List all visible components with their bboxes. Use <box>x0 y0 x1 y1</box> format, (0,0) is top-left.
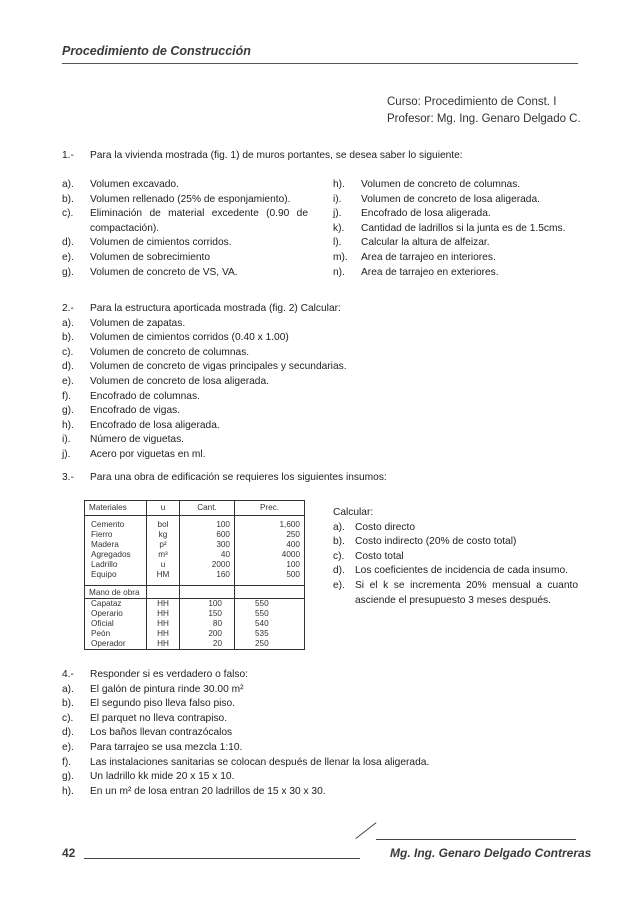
list-item-text: Volumen de zapatas. <box>90 317 186 329</box>
list-item <box>62 390 578 405</box>
course-name: Curso: Procedimiento de Const. I <box>387 96 557 108</box>
list-item-label: j). <box>62 448 71 460</box>
list-item-text: Acero por viguetas en ml. <box>90 448 206 460</box>
table-cell: u <box>147 501 180 516</box>
table-cell: bol <box>147 516 180 531</box>
list-item-text: Cantidad de ladrillos si la junta es de 1.5cms. <box>361 222 566 234</box>
list-item-label: a). <box>62 317 74 329</box>
question-2-list <box>62 317 578 463</box>
table-cell: 600 <box>180 530 235 540</box>
table-cell: HH <box>147 639 180 650</box>
table-section-row <box>85 586 305 599</box>
list-item <box>333 550 578 565</box>
table-cell: 535 <box>235 629 305 639</box>
table-cell: HH <box>147 609 180 619</box>
page-number: 42 <box>62 846 76 860</box>
question-2-stem: 2.- Para la estructura aporticada mostrada (fig. 2) Calcular: <box>62 303 341 314</box>
table-cell: Mano de obra <box>85 586 147 599</box>
list-item-text: Los baños llevan contrazócalos <box>90 727 233 739</box>
table-cell: Oficial <box>85 619 147 629</box>
table-row <box>85 609 305 619</box>
table-cell <box>235 586 305 599</box>
list-item <box>62 236 308 251</box>
list-item-label: c). <box>62 712 74 724</box>
list-item-label: g). <box>62 266 74 278</box>
list-item <box>62 317 578 332</box>
list-item-text: Número de viguetas. <box>90 434 185 446</box>
table-row <box>85 550 305 560</box>
footer-rule-right <box>376 839 576 840</box>
question-3 <box>62 471 578 486</box>
table-cell: 100 <box>180 516 235 531</box>
list-item <box>62 375 578 390</box>
table-row <box>85 599 305 610</box>
table-cell: 100 <box>235 560 305 570</box>
question-3-stem: 3.- Para una obra de edificación se requieres los siguientes insumos: <box>62 472 387 483</box>
table-cell: 200 <box>180 629 235 639</box>
list-item-text: Volumen excavado. <box>90 179 179 190</box>
list-item <box>333 266 578 281</box>
list-item <box>333 579 578 608</box>
table-row <box>85 619 305 629</box>
footer-author: Mg. Ing. Genaro Delgado Contreras <box>390 846 592 860</box>
list-item <box>62 448 578 463</box>
list-item-label: b). <box>62 193 74 205</box>
list-item-label: d). <box>62 361 74 373</box>
list-item <box>62 683 578 698</box>
list-item-label: j). <box>333 208 342 220</box>
table-header-row <box>85 501 305 516</box>
list-item-label: e). <box>62 741 74 753</box>
list-item <box>333 222 578 237</box>
question-1 <box>62 149 578 164</box>
table-cell: HH <box>147 599 180 610</box>
table-cell: kg <box>147 530 180 540</box>
question-4-list <box>62 683 578 800</box>
list-item <box>62 178 308 193</box>
list-item-text: Volumen de cimientos corridos. <box>90 237 232 249</box>
running-header-title: Procedimiento de Construcción <box>62 44 251 58</box>
table-cell: 250 <box>235 639 305 650</box>
list-item-text: Encofrado de losa aligerada. <box>90 419 220 431</box>
list-item-text: Para tarrajeo se usa mezcla 1:10. <box>90 741 243 753</box>
table-cell: Agregados <box>85 550 147 560</box>
list-item-label: c). <box>62 208 74 220</box>
table-row <box>85 516 305 531</box>
table-cell: Madera <box>85 540 147 550</box>
list-item <box>333 207 578 222</box>
list-item-label: l). <box>333 237 342 249</box>
list-item-label: a). <box>333 521 345 533</box>
table-cell <box>180 586 235 599</box>
list-item-text: Costo directo <box>355 521 416 533</box>
list-item <box>62 193 308 208</box>
list-item-text: Encofrado de columnas. <box>90 390 200 402</box>
table-cell: 550 <box>235 599 305 610</box>
course-info <box>387 94 581 128</box>
table-cell: HM <box>147 570 180 586</box>
list-item <box>333 535 578 550</box>
list-item-text: Volumen de concreto de VS, VA. <box>90 266 238 278</box>
header-rule <box>62 63 578 64</box>
table-row <box>85 540 305 550</box>
list-item-label: c). <box>333 550 345 562</box>
list-item-text: Volumen de cimientos corridos (0.40 x 1.00) <box>90 332 289 344</box>
list-item-label: i). <box>62 434 71 446</box>
list-item-text: Area de tarrajeo en exteriores. <box>361 266 499 278</box>
list-item <box>62 251 308 266</box>
professor-name: Profesor: Mg. Ing. Genaro Delgado C. <box>387 113 581 125</box>
table-cell: Cemento <box>85 516 147 531</box>
table-row <box>85 629 305 639</box>
table-cell: 2000 <box>180 560 235 570</box>
list-item-label: h). <box>333 179 345 190</box>
list-item-label: g). <box>62 771 74 783</box>
list-item <box>333 564 578 579</box>
list-item-text: Volumen de concreto de losa aligerada. <box>90 375 269 387</box>
list-item-text: Area de tarrajeo en interiores. <box>361 251 496 263</box>
question-4-stem: 4.- Responder si es verdadero o falso: <box>62 669 248 680</box>
footer-rule-slash <box>355 822 376 839</box>
list-item-label: e). <box>62 251 74 263</box>
list-item-text: Volumen de concreto de columnas. <box>90 346 250 358</box>
list-item <box>62 756 578 771</box>
list-item-label: d). <box>62 727 74 739</box>
table-cell: u <box>147 560 180 570</box>
list-item-label: k). <box>333 222 345 234</box>
list-item-text: Volumen de concreto de vigas principales y secundarias. <box>90 361 347 373</box>
table-cell: HH <box>147 619 180 629</box>
table-cell: 250 <box>235 530 305 540</box>
list-item-text: Calcular la altura de alfeizar. <box>361 237 490 249</box>
list-item-text: El galón de pintura rinde 30.00 m² <box>90 683 244 695</box>
table-cell: 540 <box>235 619 305 629</box>
table-cell: Materiales <box>85 501 147 516</box>
table-cell: m³ <box>147 550 180 560</box>
list-item-label: n). <box>333 266 345 278</box>
list-item-text: El parquet no lleva contrapiso. <box>90 712 228 724</box>
list-item-label: m). <box>333 251 348 263</box>
list-item-label: a). <box>62 179 74 190</box>
table-cell: 300 <box>180 540 235 550</box>
question-1-left-list <box>62 178 308 280</box>
table-cell: Equipo <box>85 570 147 586</box>
table-cell <box>147 586 180 599</box>
list-item <box>333 178 578 193</box>
list-item <box>62 785 578 800</box>
table-row <box>85 570 305 586</box>
list-item <box>333 193 578 208</box>
list-item-text: El segundo piso lleva falso piso. <box>90 698 235 710</box>
list-item <box>62 726 578 741</box>
supplies-table <box>84 500 305 650</box>
table-cell: 500 <box>235 570 305 586</box>
list-item <box>62 266 308 281</box>
table-cell: Cant. <box>180 501 235 516</box>
table-cell: Peón <box>85 629 147 639</box>
question-4 <box>62 668 578 799</box>
list-item <box>62 697 578 712</box>
table-cell: p² <box>147 540 180 550</box>
table-cell: 40 <box>180 550 235 560</box>
list-item-text: Volumen de sobrecimiento <box>90 251 211 263</box>
list-item-text: Encofrado de losa aligerada. <box>361 208 491 220</box>
question-1-right-list <box>333 178 578 280</box>
list-item <box>62 433 578 448</box>
table-cell: 150 <box>180 609 235 619</box>
table-cell: 4000 <box>235 550 305 560</box>
table-row <box>85 530 305 540</box>
list-item-label: d). <box>62 237 74 249</box>
list-item-label: f). <box>62 390 72 402</box>
list-item <box>62 419 578 434</box>
table-cell: Prec. <box>235 501 305 516</box>
question-2 <box>62 302 578 463</box>
table-cell: 550 <box>235 609 305 619</box>
list-item <box>62 741 578 756</box>
list-item <box>62 712 578 727</box>
list-item-text: Costo total <box>355 550 404 562</box>
list-item-label: h). <box>62 419 74 431</box>
list-item <box>62 770 578 785</box>
calc-list <box>333 521 578 609</box>
list-item <box>333 236 578 251</box>
table-cell: 80 <box>180 619 235 629</box>
list-item-text: Encofrado de vigas. <box>90 405 181 417</box>
list-item-label: c). <box>62 346 74 358</box>
list-item-label: a). <box>62 683 74 695</box>
calc-block <box>333 506 578 608</box>
table-cell: 400 <box>235 540 305 550</box>
list-item-text: En un m² de losa entran 20 ladrillos de 15 x 30 x 30. <box>90 785 326 797</box>
list-item-label: e). <box>333 579 345 591</box>
list-item-text: Volumen de concreto de losa aligerada. <box>361 193 540 205</box>
list-item-text: Un ladrillo kk mide 20 x 15 x 10. <box>90 771 235 783</box>
list-item-label: e). <box>62 375 74 387</box>
question-1-stem: 1.- Para la vivienda mostrada (fig. 1) de muros portantes, se desea saber lo siguiente: <box>62 150 463 161</box>
list-item-text: Eliminación de material excedente (0.90 de compactación). <box>90 208 308 234</box>
table-cell: 100 <box>180 599 235 610</box>
list-item <box>62 360 578 375</box>
table-cell: Capataz <box>85 599 147 610</box>
list-item-label: b). <box>62 332 74 344</box>
calc-title: Calcular: <box>333 507 374 518</box>
table-cell: Operario <box>85 609 147 619</box>
list-item-label: b). <box>62 698 74 710</box>
table-cell: 20 <box>180 639 235 650</box>
table-cell: Operador <box>85 639 147 650</box>
list-item-text: Las instalaciones sanitarias se colocan después de llenar la losa aligerada. <box>90 756 430 768</box>
table-cell: 1,600 <box>235 516 305 531</box>
list-item-label: b). <box>333 536 345 548</box>
table-cell: 160 <box>180 570 235 586</box>
table-row <box>85 639 305 650</box>
table-row <box>85 560 305 570</box>
list-item <box>62 404 578 419</box>
list-item <box>62 331 578 346</box>
list-item <box>62 346 578 361</box>
list-item-text: Los coeficientes de incidencia de cada insumo. <box>355 565 568 577</box>
list-item <box>333 251 578 266</box>
table-cell: HH <box>147 629 180 639</box>
list-item <box>62 207 308 236</box>
supplies-table-wrapper <box>84 500 305 650</box>
list-item <box>333 521 578 536</box>
list-item-text: Volumen rellenado (25% de esponjamiento). <box>90 193 291 205</box>
footer-rule-left <box>84 858 360 859</box>
table-cell: Ladrillo <box>85 560 147 570</box>
list-item-label: g). <box>62 405 74 417</box>
list-item-text: Costo indirecto (20% de costo total) <box>355 536 517 548</box>
list-item-text: Volumen de concreto de columnas. <box>361 179 521 190</box>
list-item-label: i). <box>333 193 342 205</box>
list-item-label: d). <box>333 565 345 577</box>
list-item-text: Si el k se incrementa 20% mensual a cuanto asciende el presupuesto 3 meses después. <box>355 579 578 606</box>
list-item-label: h). <box>62 785 74 797</box>
list-item-label: f). <box>62 756 72 768</box>
table-cell: Fierro <box>85 530 147 540</box>
